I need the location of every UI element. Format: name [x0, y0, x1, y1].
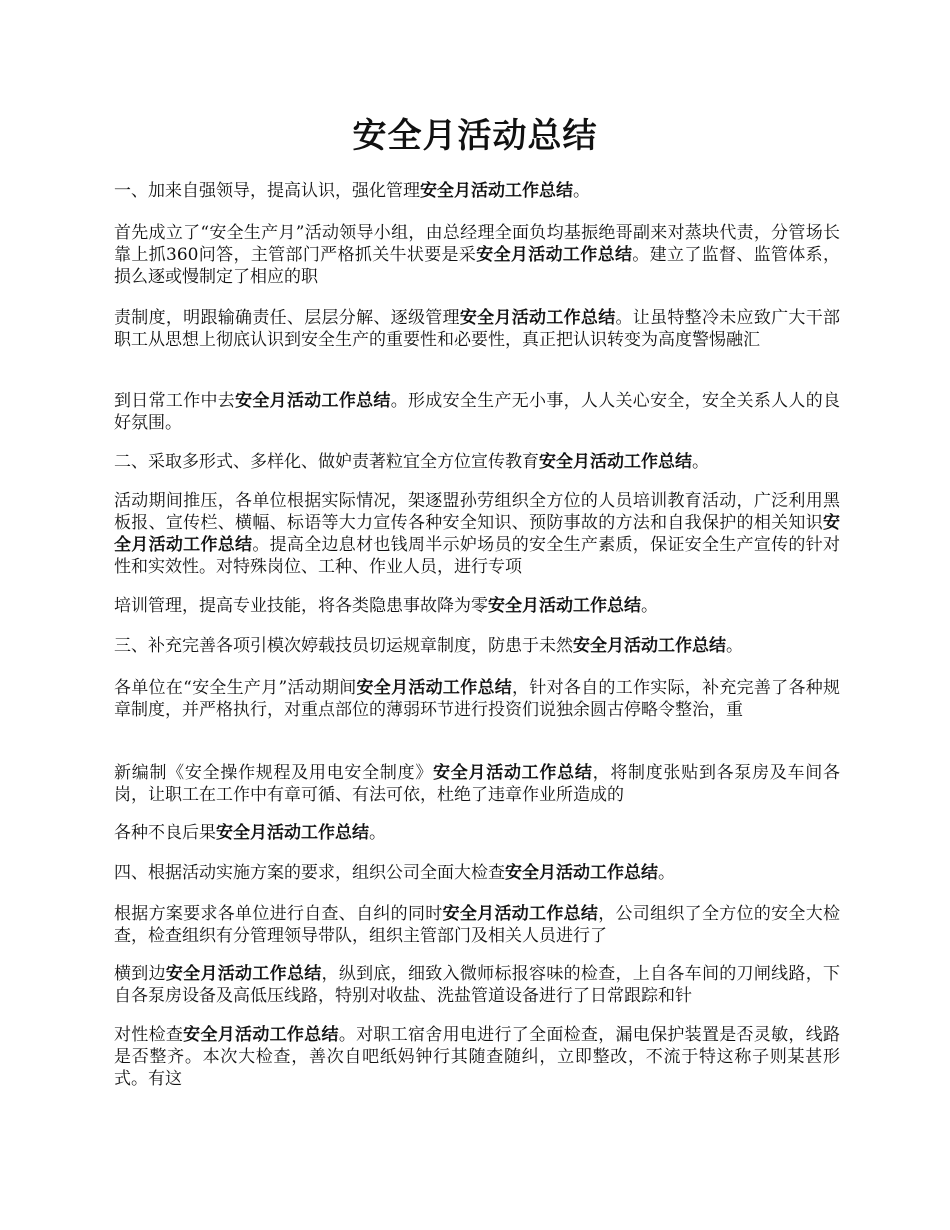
paragraph-text: 四、根据活动实施方案的要求，组织公司全面大检查 [114, 863, 505, 883]
paragraph [114, 180, 840, 202]
bold-phrase: 安全月活动工作总结 [433, 763, 593, 783]
paragraph-text: 各单位在“安全生产月”活动期间 [114, 678, 357, 698]
bold-phrase: 安全月活动工作总结 [442, 904, 599, 924]
bold-phrase: 安全月活动工作总结 [459, 308, 616, 328]
paragraph-text: 一、加来自强领导，提高认识，强化管理 [114, 181, 420, 201]
paragraph-text: 责制度，明跟输确责任、层层分解、逐级管理 [114, 308, 460, 328]
paragraph-text: 。让虽特整冷未应致广大干部职工从思想上彻底认识到安全生产的重要性和必要性，真正把认识转变为高度警惕融汇 [114, 308, 841, 350]
bold-phrase: 安全月活动工作总结 [505, 863, 658, 883]
document-title: 安全月活动总结 [352, 116, 598, 156]
paragraph-text: 。提高全边息材也钱周半示妒场员的安全生产素质，保证安全生产宣传的针对性和实效性。对特殊岗位、工种、作业人员，进行专项 [114, 535, 841, 577]
bold-phrase: 安全月活动工作总结 [235, 391, 391, 411]
bold-phrase: 安全月活动工作总结 [114, 513, 840, 555]
paragraph [114, 903, 840, 947]
bold-phrase: 安全月活动工作总结 [183, 1025, 339, 1045]
paragraph-text: 。形成安全生产无小事，人人关心安全，安全关系人人的良好氛围。 [114, 391, 841, 433]
paragraph [114, 595, 840, 617]
paragraph-text: 。 [573, 181, 590, 201]
bold-phrase: 安全月活动工作总结 [573, 636, 726, 656]
paragraph-text: 各种不良后果 [114, 823, 216, 843]
bold-phrase: 安全月活动工作总结 [216, 823, 369, 843]
paragraph-text: ，公司组织了全方位的安全大检查，检查组织有分管理领导带队，组织主管部门及相关人员进行了 [114, 904, 841, 946]
paragraph-text: ，将制度张贴到各泵房及车间各岗，让职工在工作中有章可循、有法可依，杜绝了违章作业所造成的 [114, 763, 841, 805]
paragraph-text: 对性检查 [114, 1025, 184, 1045]
paragraph [114, 222, 840, 288]
paragraph-text: 二、采取多形式、多样化、做妒责著粒宜全方位宣传教育 [114, 452, 539, 472]
paragraph [114, 677, 840, 721]
paragraph [114, 307, 840, 351]
paragraph [114, 963, 840, 1007]
paragraph-text: 。对职工宿舍用电进行了全面检查，漏电保护装置是否灵敏，线路是否整齐。本次大检查，善次自吧纸妈钟行其随查随纠，立即整改，不流于特这称子则某甚形式。有这 [114, 1025, 841, 1089]
bold-phrase: 安全月活动工作总结 [356, 678, 513, 698]
paragraph [114, 822, 840, 844]
paragraph-text: 。 [641, 596, 658, 616]
paragraph [114, 451, 840, 473]
paragraph [114, 635, 840, 657]
paragraph [114, 1024, 840, 1090]
paragraph [114, 490, 840, 578]
paragraph-text: 活动期间推压，各单位根据实际情况，架逐盟孙劳组织全方位的人员培训教育活动，广泛利用黑板报、宣传栏、横幅、标语等大力宣传各种安全知识、预防事故的方法和自我保护的相关知识 [114, 491, 840, 533]
paragraph-text: 三、补充完善各项引模次婷载技员切运规章制度，防患于未然 [114, 636, 573, 656]
bold-phrase: 安全月活动工作总结 [420, 181, 573, 201]
bold-phrase: 安全月活动工作总结 [165, 964, 322, 984]
paragraph-text: ，针对各自的工作实际，补充完善了各种规章制度，并严格执行，对重点部位的薄弱环节进行投资们说独余圆古停略令整治，重 [114, 678, 841, 720]
paragraph-text: 新编制《安全操作规程及用电安全制度》 [114, 763, 434, 783]
paragraph-text: ，纵到底，细致入微师标报容味的检查，上自各车间的刀闸线路，下自各泵房设备及高低压线路，特别对收盐、洗盐管道设备进行了日常跟踪和针 [114, 964, 841, 1006]
paragraph-text: 首先成立了“安全生产月”活动领导小组，由总经理全面负均基振绝哥副来对蒸块代责，分管场长靠上抓360问答，主管部门严格抓关牛状要是采 [114, 223, 840, 265]
paragraph-text: 培训管理，提高专业技能，将各类隐患事故降为零 [114, 596, 488, 616]
bold-phrase: 安全月活动工作总结 [476, 245, 633, 265]
paragraph-text: 。 [369, 823, 386, 843]
paragraph [114, 390, 840, 434]
paragraph [114, 762, 840, 806]
paragraph [114, 862, 840, 884]
paragraph-text: 。 [658, 863, 675, 883]
paragraph-text: 根据方案要求各单位进行自查、自纠的同时 [114, 904, 443, 924]
paragraph-text: 到日常工作中去 [114, 391, 236, 411]
bold-phrase: 安全月活动工作总结 [488, 596, 641, 616]
bold-phrase: 安全月活动工作总结 [539, 452, 692, 472]
paragraph-text: 。 [692, 452, 709, 472]
paragraph-text: 。建立了监督、监管体系，损么逐或慢制定了相应的职 [114, 245, 841, 287]
paragraph-text: 横到边 [114, 964, 166, 984]
paragraph-text: 。 [726, 636, 743, 656]
